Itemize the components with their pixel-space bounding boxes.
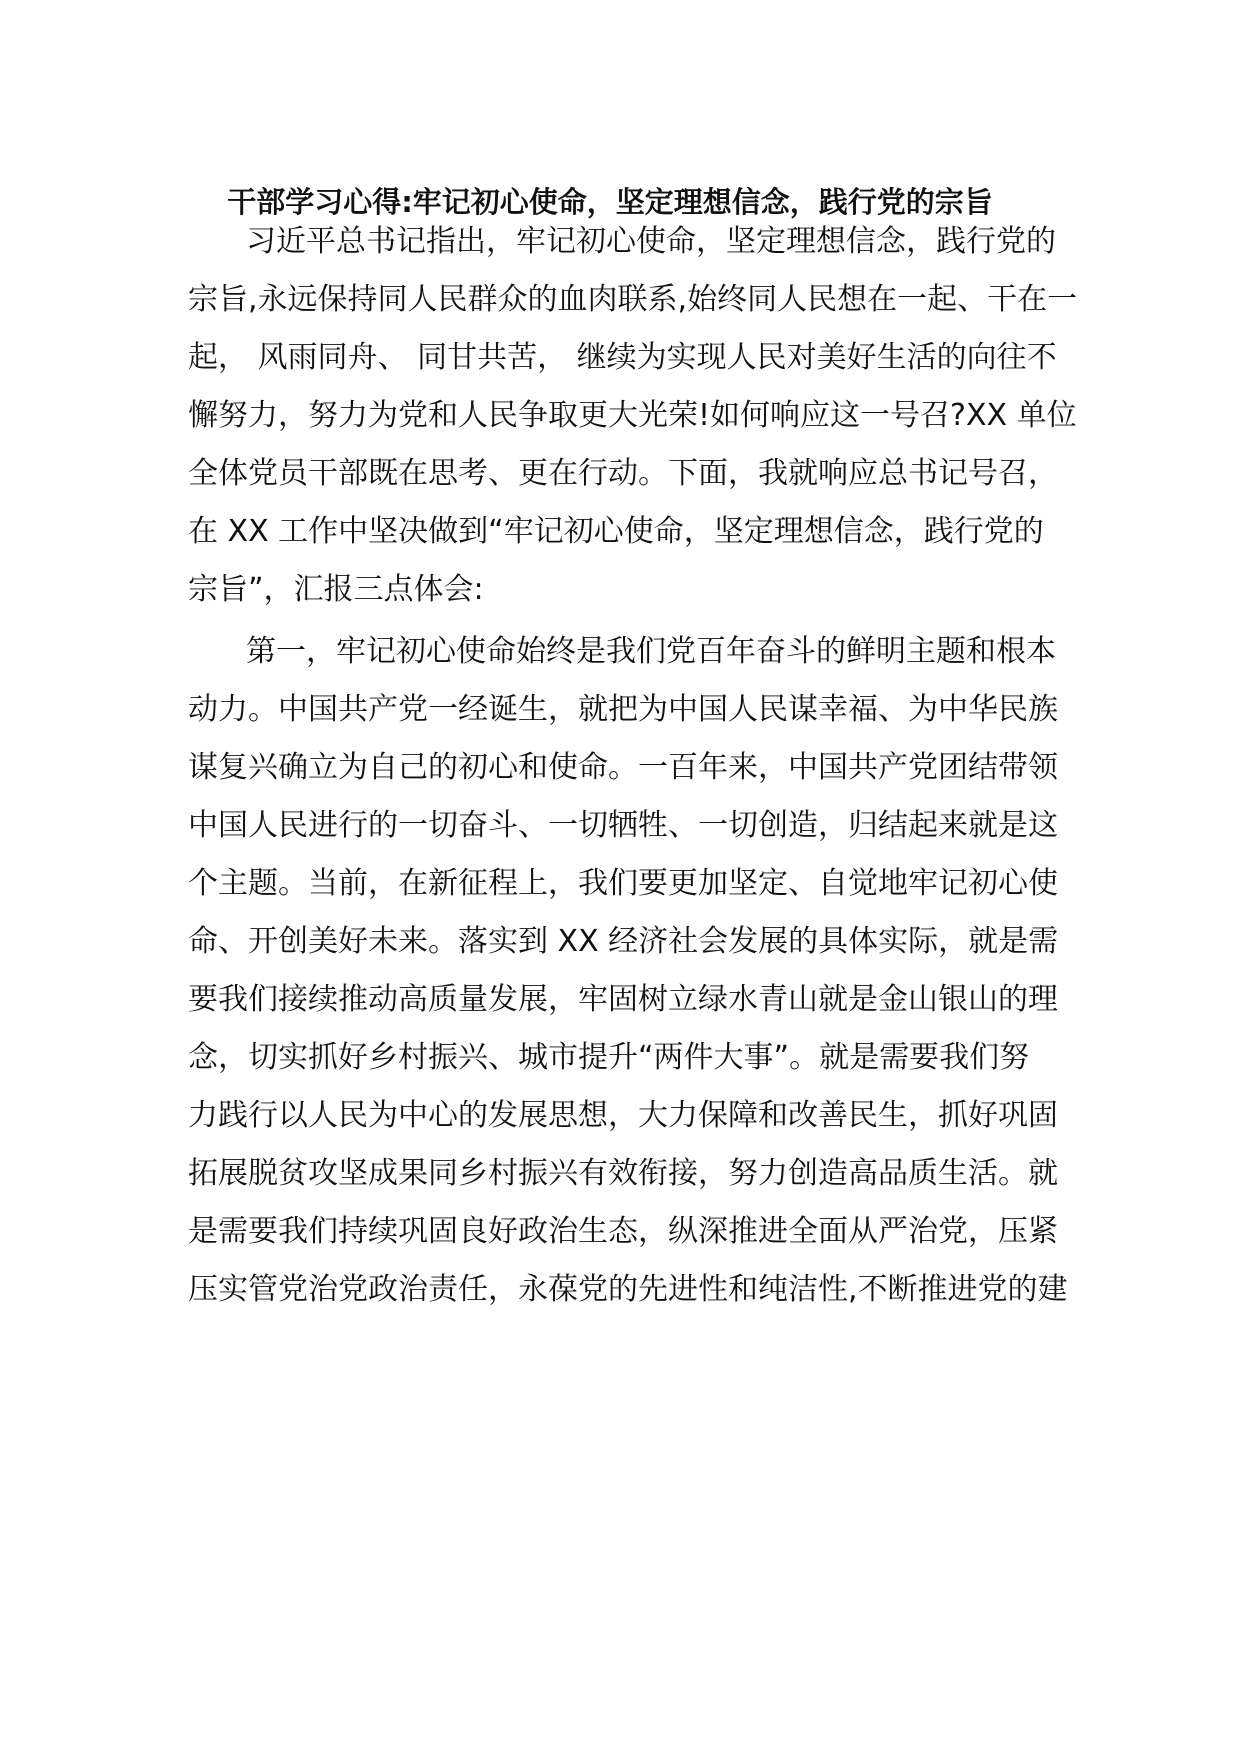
paragraph-2-line-11: 是需要我们持续巩固良好政治生态，纵深推进全面从严治党，压紧 [188,1214,1058,1249]
paragraph-2-line-3: 谋复兴确立为自己的初心和使命。一百年来，中国共产党团结带领 [188,750,1058,785]
paragraph-2-line-1: 第一，牢记初心使命始终是我们党百年奋斗的鲜明主题和根本 [246,634,1056,669]
paragraph-2-line-8: 念，切实抓好乡村振兴、城市提升“两件大事”。就是需要我们努 [188,1040,1030,1075]
paragraph-1-line-6: 在 XX 工作中坚决做到“牢记初心使命，坚定理想信念，践行党的 [188,514,1044,549]
paragraph-2-line-4: 中国人民进行的一切奋斗、一切牺牲、一切创造，归结起来就是这 [188,808,1058,843]
paragraph-1-line-5: 全体党员干部既在思考、更在行动。下面，我就响应总书记号召， [188,456,1058,491]
paragraph-1-line-3: 起， 风雨同舟、 同甘共苦， 继续为实现人民对美好生活的向往不 [188,340,1057,375]
paragraph-1-line-4: 懈努力，努力为党和人民争取更大光荣!如何响应这一号召?XX 单位 [188,398,1077,433]
paragraph-2-line-6: 命、开创美好未来。落实到 XX 经济社会发展的具体实际，就是需 [188,924,1059,959]
paragraph-2-line-5: 个主题。当前，在新征程上，我们要更加坚定、自觉地牢记初心使 [188,866,1058,901]
paragraph-2-line-2: 动力。中国共产党一经诞生，就把为中国人民谋幸福、为中华民族 [188,692,1058,727]
paragraph-2-line-10: 拓展脱贫攻坚成果同乡村振兴有效衔接，努力创造高品质生活。就 [188,1156,1058,1191]
paragraph-1-line-2: 宗旨,永远保持同人民群众的血肉联系,始终同人民想在一起、干在一 [188,282,1078,317]
paragraph-2-line-7: 要我们接续推动高质量发展，牢固树立绿水青山就是金山银山的理 [188,982,1058,1017]
document-title: 干部学习心得:牢记初心使命，坚定理想信念，践行党的宗旨 [227,185,993,219]
paragraph-2-line-9: 力践行以人民为中心的发展思想，大力保障和改善民生，抓好巩固 [188,1098,1058,1133]
paragraph-1-line-7: 宗旨”，汇报三点体会: [188,572,484,607]
paragraph-1-line-1: 习近平总书记指出，牢记初心使命，坚定理想信念，践行党的 [246,224,1056,259]
paragraph-2-line-12: 压实管党治党政治责任，永葆党的先进性和纯洁性,不断推进党的建 [188,1272,1068,1307]
